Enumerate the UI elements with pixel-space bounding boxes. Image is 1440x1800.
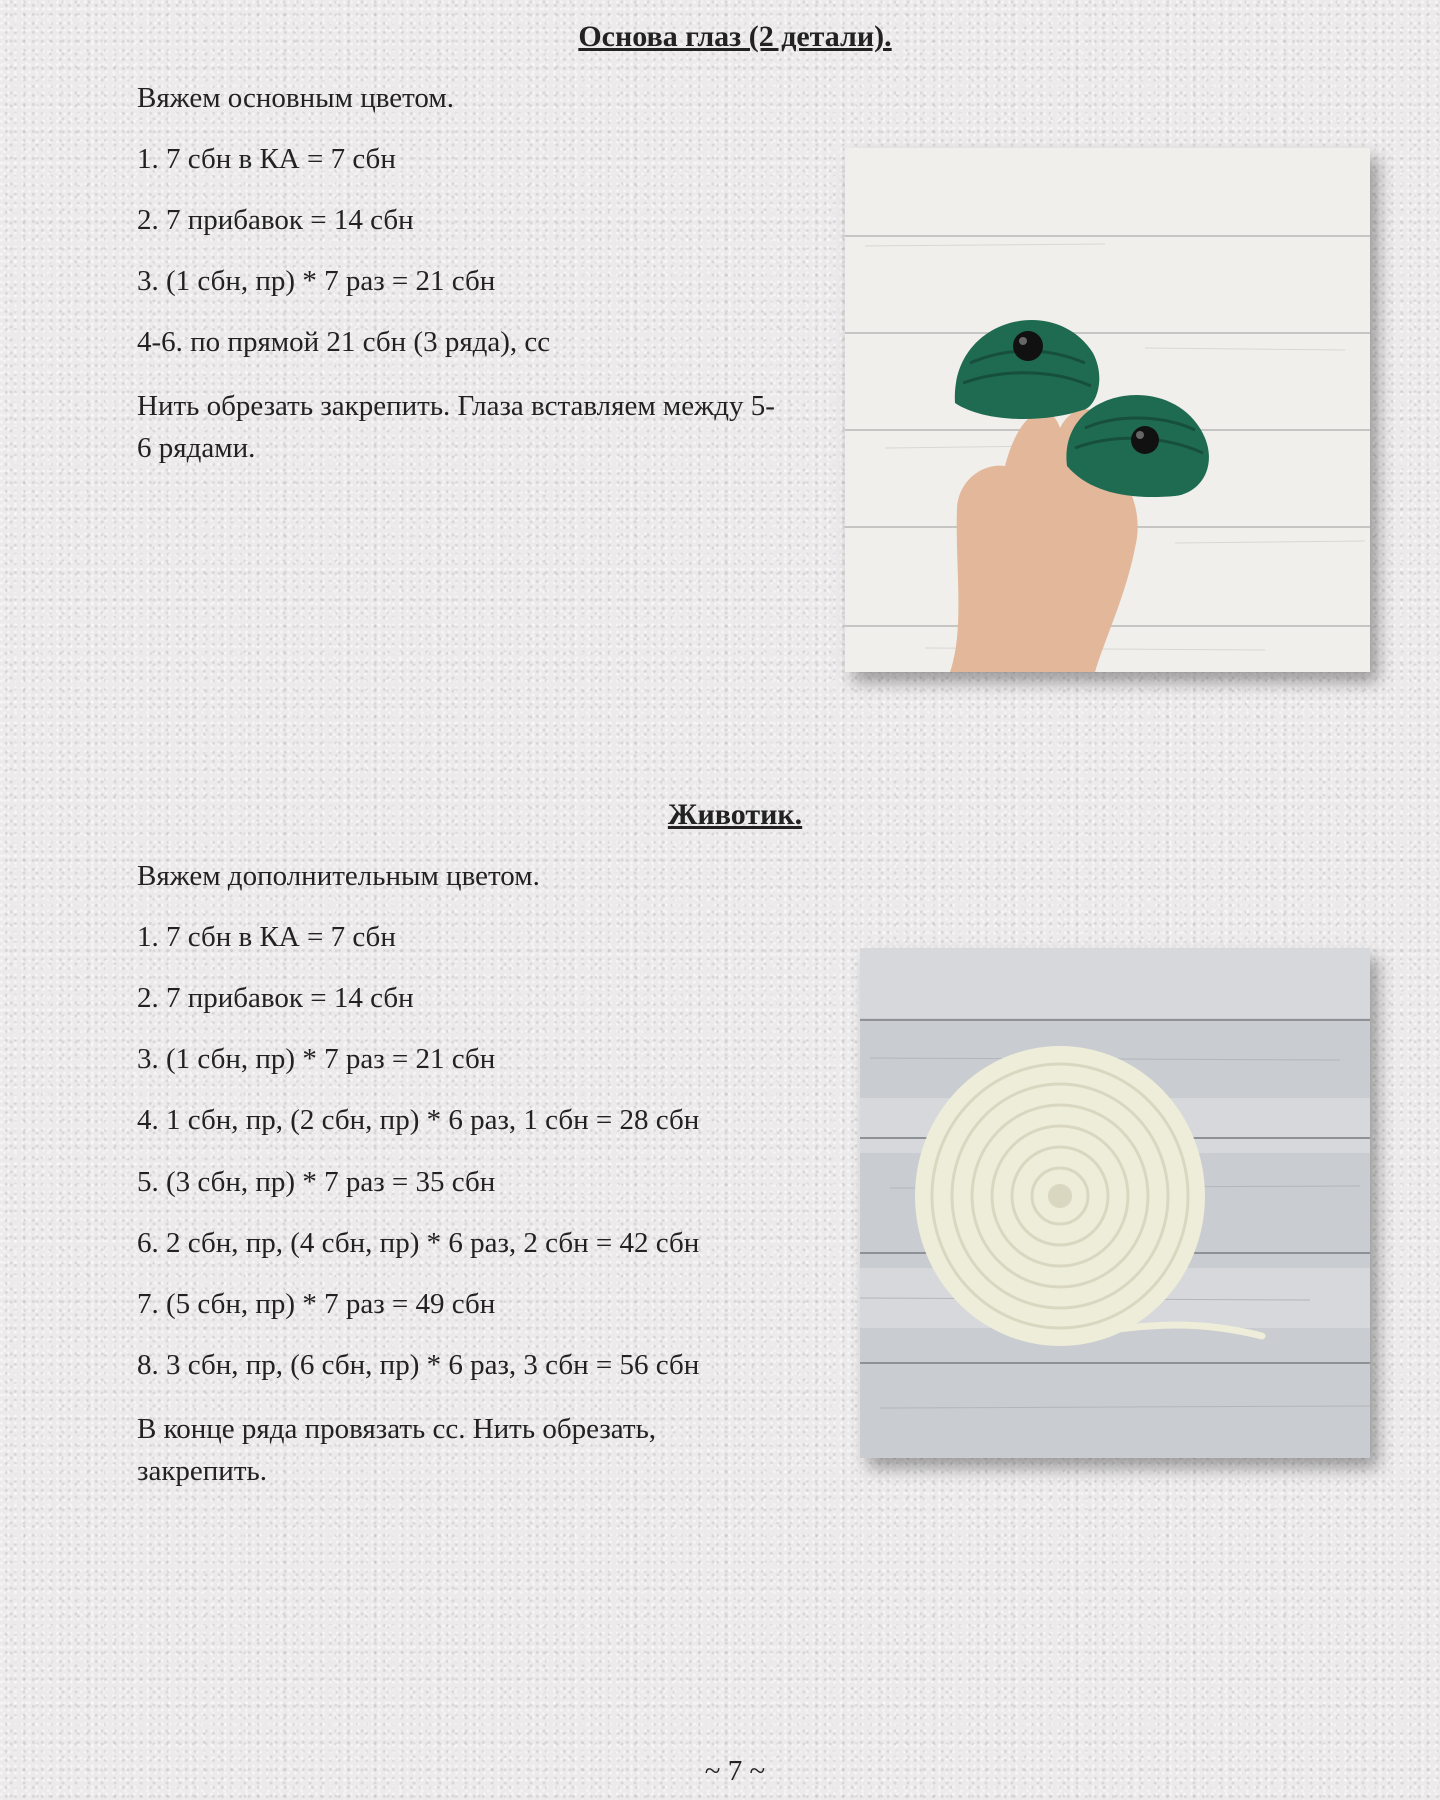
instruction-line: 5. (3 сбн, пр) * 7 раз = 35 сбн bbox=[137, 1166, 496, 1198]
instruction-line: Вяжем основным цветом. bbox=[137, 82, 454, 114]
instruction-line: 6. 2 сбн, пр, (4 сбн, пр) * 6 раз, 2 сбн = 42 сбн bbox=[137, 1227, 700, 1259]
safety-eye bbox=[1013, 331, 1043, 361]
instruction-line: 7. (5 сбн, пр) * 7 раз = 49 сбн bbox=[137, 1288, 496, 1320]
instruction-line: 3. (1 сбн, пр) * 7 раз = 21 сбн bbox=[137, 1043, 496, 1075]
page-number: ~ 7 ~ bbox=[704, 1755, 766, 1787]
instruction-line: 3. (1 сбн, пр) * 7 раз = 21 сбн bbox=[137, 265, 496, 297]
instruction-line: 2. 7 прибавок = 14 сбн bbox=[137, 204, 414, 236]
instruction-line: 8. 3 сбн, пр, (6 сбн, пр) * 6 раз, 3 сбн = 56 сбн bbox=[137, 1349, 700, 1381]
instruction-note: Нить обрезать закрепить. Глаза вставляем между 5-6 рядами. bbox=[137, 390, 775, 464]
instruction-note: В конце ряда провязать сс. Нить обрезать, закрепить. bbox=[137, 1413, 657, 1487]
instruction-line: 1. 7 сбн в КА = 7 сбн bbox=[137, 921, 396, 953]
section-title-belly: Животик. bbox=[667, 798, 803, 831]
eye-base-photo bbox=[845, 148, 1370, 672]
instruction-line: 4-6. по прямой 21 сбн (3 ряда), сс bbox=[137, 326, 551, 358]
instruction-line: 4. 1 сбн, пр, (2 сбн, пр) * 6 раз, 1 сбн = 28 сбн bbox=[137, 1104, 700, 1136]
instruction-line: 1. 7 сбн в КА = 7 сбн bbox=[137, 143, 396, 175]
instruction-line: Вяжем дополнительным цветом. bbox=[137, 860, 540, 892]
instruction-line: 2. 7 прибавок = 14 сбн bbox=[137, 982, 414, 1014]
section-title-eye-base: Основа глаз (2 детали). bbox=[578, 20, 892, 53]
belly-photo bbox=[860, 948, 1370, 1458]
